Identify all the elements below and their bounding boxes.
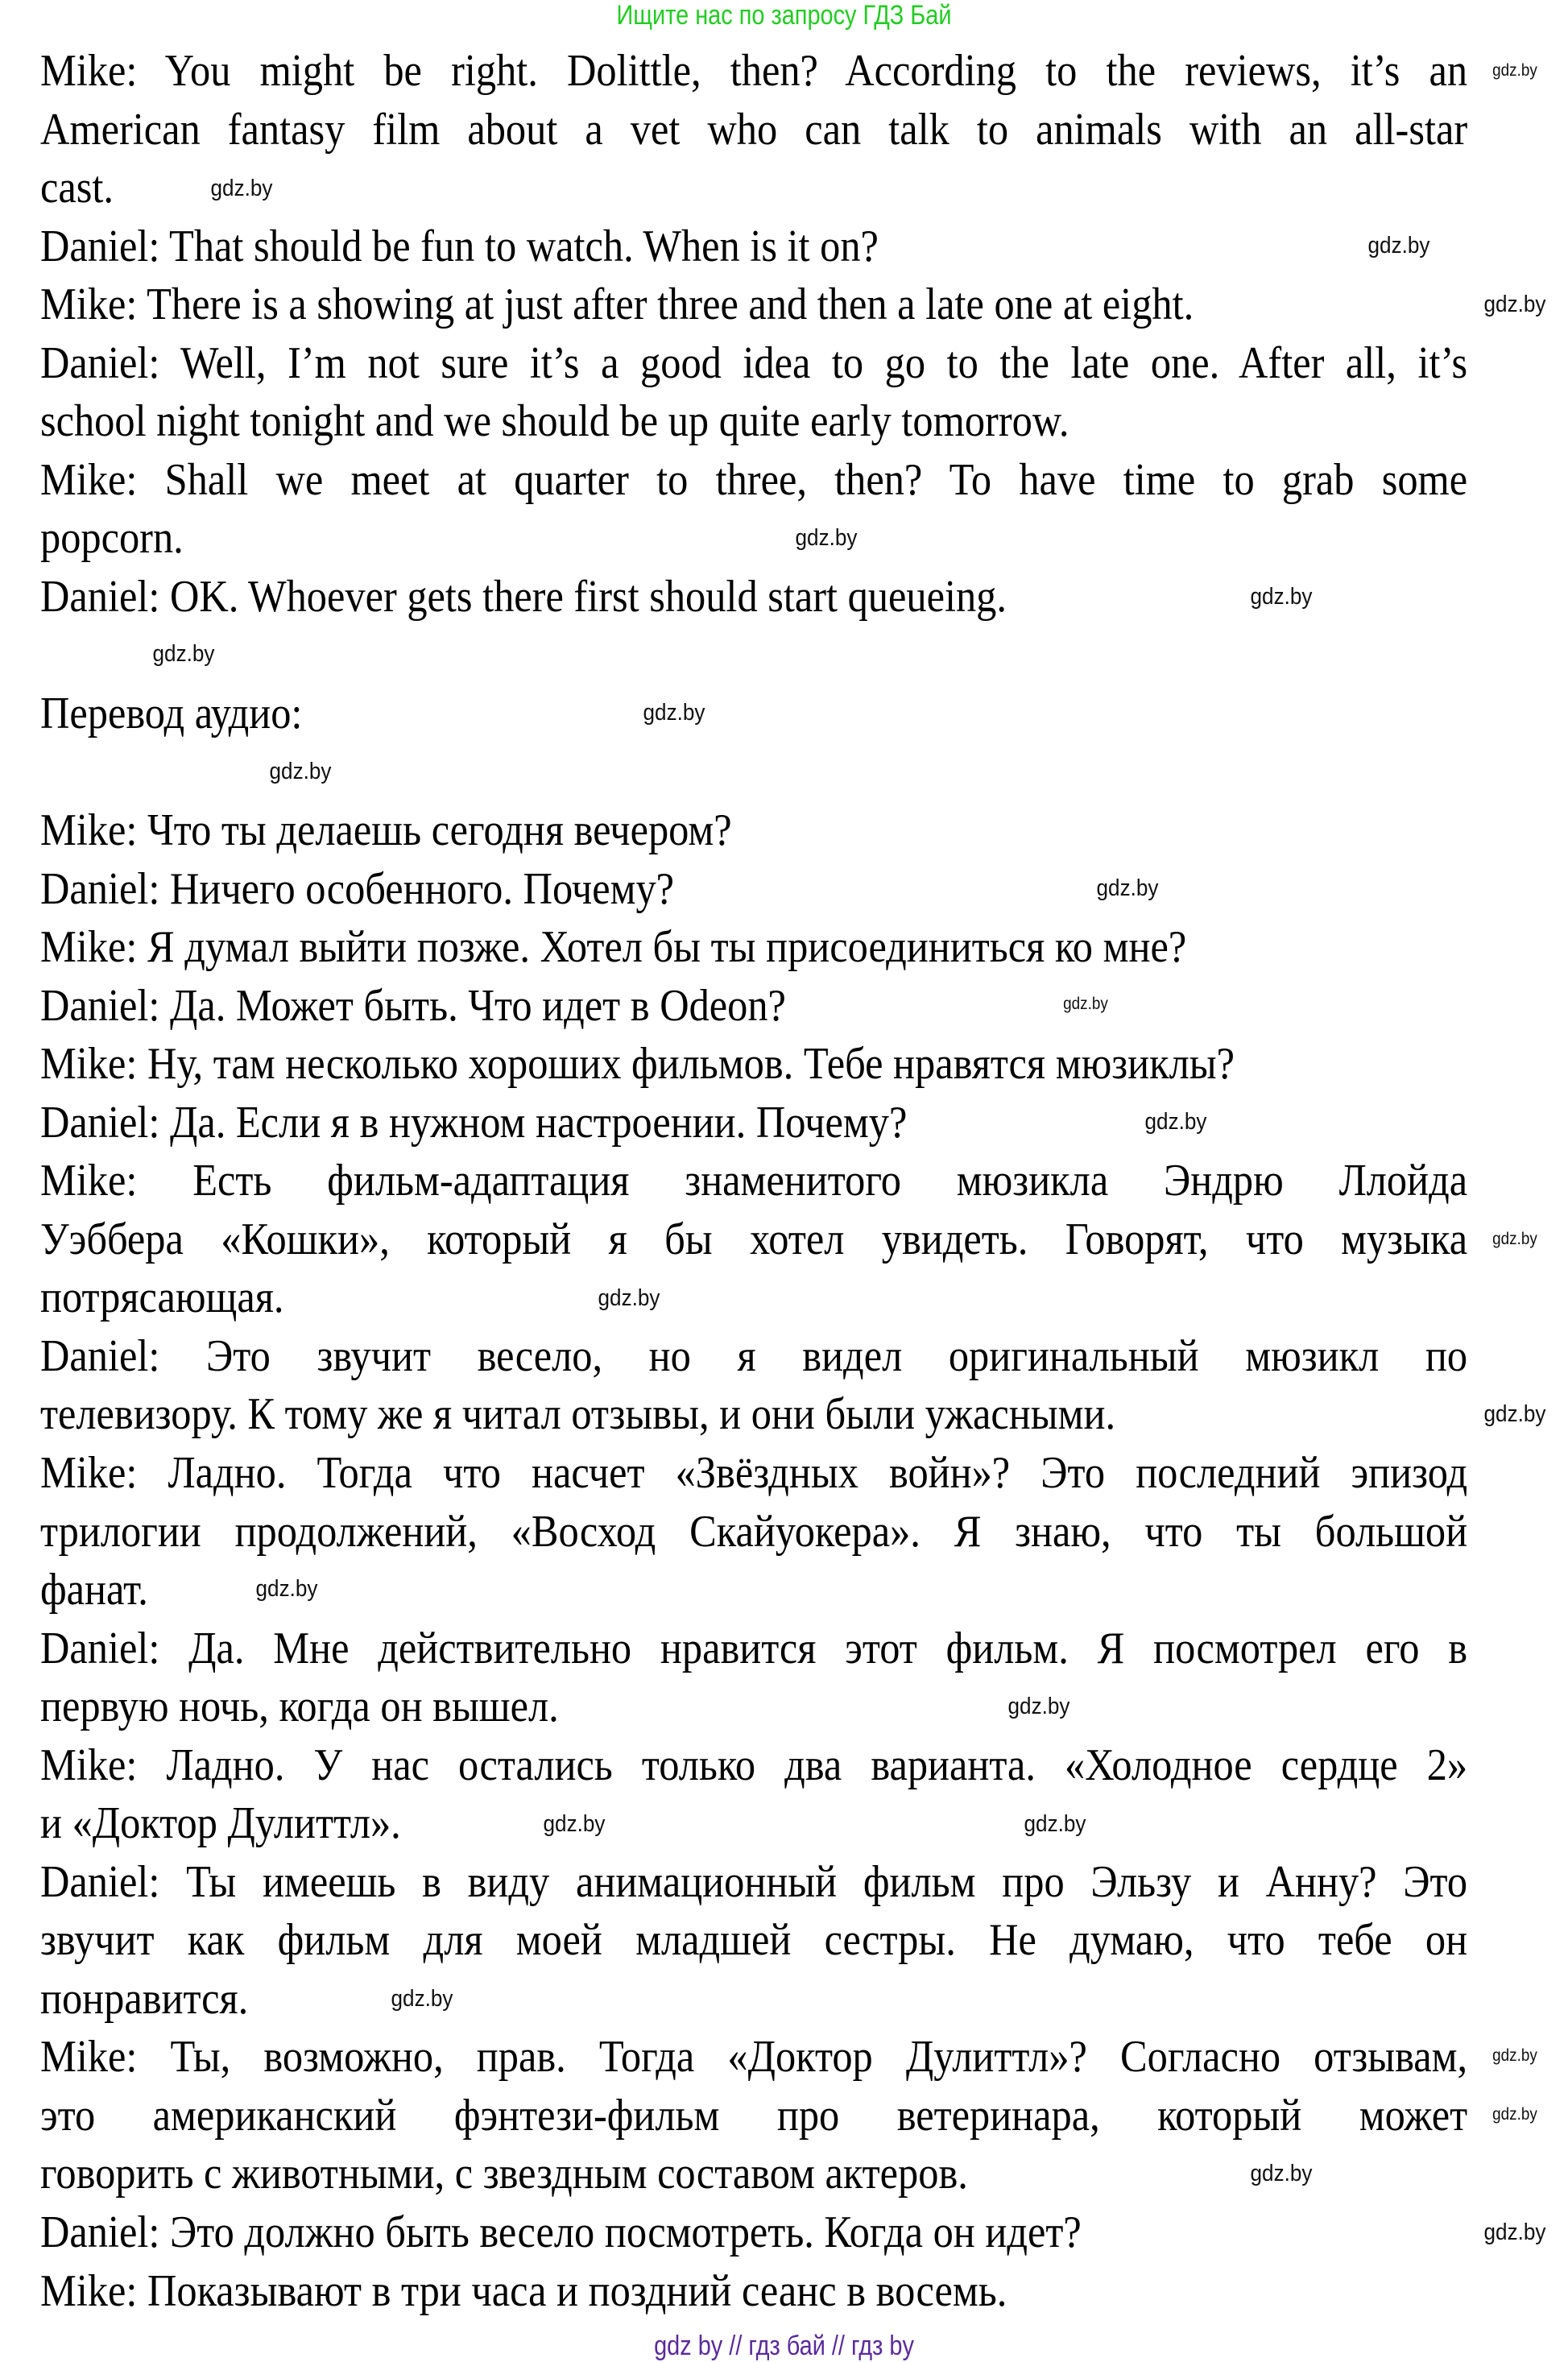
dialogue-line: popcorn. [40, 513, 184, 564]
dialogue-line: Mike: Ну, там несколько хороших фильмов. Тебе нравятся мюзиклы? [40, 1039, 1235, 1090]
watermark-text: gdz.by [598, 1284, 660, 1311]
dialogue-line: говорить с животными, с звездным составом актеров. [40, 2149, 968, 2199]
search-hint-banner: Ищите нас по запросу ГДЗ Бай [616, 0, 952, 31]
dialogue-line: American fantasy film about a vet who can talk to animals with an all-star [40, 104, 1468, 155]
dialogue-line: school night tonight and we should be up quite early tomorrow. [40, 396, 1069, 447]
watermark-text: gdz.by [391, 1986, 453, 2012]
dialogue-line: Daniel: Well, I’m not sure it’s a good idea to go to the late one. After all, it’s [40, 337, 1468, 388]
watermark-text: gdz.by [1492, 60, 1538, 80]
watermark-text: gdz.by [1483, 2219, 1546, 2246]
dialogue-line: Daniel: Это звучит весело, но я видел оригинальный мюзикл по [40, 1330, 1468, 1381]
dialogue-line: это американский фэнтези-фильм про ветеринара, который может [40, 2090, 1468, 2141]
dialogue-line: Mike: Ладно. У нас остались только два варианта. «Холодное сердце 2» [40, 1739, 1468, 1790]
watermark-text: gdz.by [1492, 2105, 1538, 2124]
watermark-text: gdz.by [1144, 1108, 1207, 1135]
dialogue-line: Mike: Я думал выйти позже. Хотел бы ты присоединиться ко мне? [40, 922, 1187, 973]
dialogue-line: Daniel: OK. Whoever gets there first should start queueing. [40, 571, 1007, 622]
dialogue-line: звучит как фильм для моей младшей сестры. Не думаю, что тебе он [40, 1915, 1468, 1966]
dialogue-line: Mike: Shall we meet at quarter to three, then? To have time to grab some [40, 454, 1468, 505]
dialogue-line: и «Доктор Дулиттл». [40, 1798, 401, 1849]
dialogue-line: Mike: Показывают в три часа и поздний сеанс в восемь. [40, 2265, 1007, 2316]
watermark-text: gdz.by [643, 700, 705, 726]
dialogue-line: понравится. [40, 1973, 249, 2024]
watermark-text: gdz.by [210, 176, 272, 201]
dialogue-line: cast. [40, 163, 114, 213]
watermark-text: gdz.by [152, 641, 215, 668]
watermark-text: gdz.by [1250, 584, 1313, 610]
section-heading: Перевод аудио: [40, 688, 303, 738]
footer-watermark: gdz by // гдз бай // гдз by [654, 2331, 914, 2361]
watermark-text: gdz.by [1024, 1811, 1086, 1838]
dialogue-line: Daniel: Да. Может быть. Что идет в Odeon? [40, 980, 786, 1031]
watermark-text: gdz.by [255, 1576, 318, 1603]
dialogue-line: телевизору. К тому же я читал отзывы, и они были ужасными. [40, 1389, 1116, 1440]
watermark-text: gdz.by [543, 1811, 606, 1838]
dialogue-line: Daniel: Да. Мне действительно нравится этот фильм. Я посмотрел его в [40, 1623, 1468, 1673]
dialogue-line: фанат. [40, 1565, 148, 1615]
dialogue-line: Daniel: Да. Если я в нужном настроении. Почему? [40, 1097, 908, 1148]
watermark-text: gdz.by [1492, 2046, 1538, 2066]
watermark-text: gdz.by [269, 759, 331, 785]
watermark-text: gdz.by [1007, 1694, 1070, 1720]
dialogue-line: потрясающая. [40, 1272, 284, 1323]
dialogue-line: Mike: You might be right. Dolittle, then? According to the reviews, it’s an [40, 46, 1468, 96]
watermark-text: gdz.by [1250, 2161, 1313, 2187]
watermark-text: gdz.by [795, 525, 858, 552]
dialogue-line: Уэббера «Кошки», который я бы хотел увидеть. Говорят, что музыка [40, 1214, 1468, 1264]
dialogue-line: первую ночь, когда он вышел. [40, 1682, 559, 1732]
watermark-text: gdz.by [1483, 1400, 1546, 1427]
dialogue-line: Mike: There is a showing at just after three and then a late one at eight. [40, 279, 1194, 330]
dialogue-line: Daniel: That should be fun to watch. When is it on? [40, 221, 879, 271]
dialogue-line: трилогии продолжений, «Восход Скайуокера». Я знаю, что ты большой [40, 1506, 1468, 1557]
dialogue-line: Daniel: Это должно быть весело посмотреть. Когда он идет? [40, 2207, 1082, 2257]
dialogue-line: Mike: Есть фильм-адаптация знаменитого мюзикла Эндрю Ллойда [40, 1156, 1468, 1206]
dialogue-line: Daniel: Ты имеешь в виду анимационный фильм про Эльзу и Анну? Это [40, 1856, 1468, 1907]
watermark-text: gdz.by [1096, 875, 1159, 901]
watermark-text: gdz.by [1483, 292, 1546, 318]
watermark-text: gdz.by [1492, 1229, 1538, 1248]
watermark-text: gdz.by [1062, 994, 1108, 1013]
dialogue-line: Daniel: Ничего особенного. Почему? [40, 863, 675, 914]
watermark-text: gdz.by [1367, 233, 1430, 259]
dialogue-line: Mike: Ладно. Тогда что насчет «Звёздных войн»? Это последний эпизод [40, 1447, 1468, 1498]
dialogue-line: Mike: Что ты делаешь сегодня вечером? [40, 805, 732, 856]
dialogue-line: Mike: Ты, возможно, прав. Тогда «Доктор Дулиттл»? Согласно отзывам, [40, 2032, 1468, 2083]
